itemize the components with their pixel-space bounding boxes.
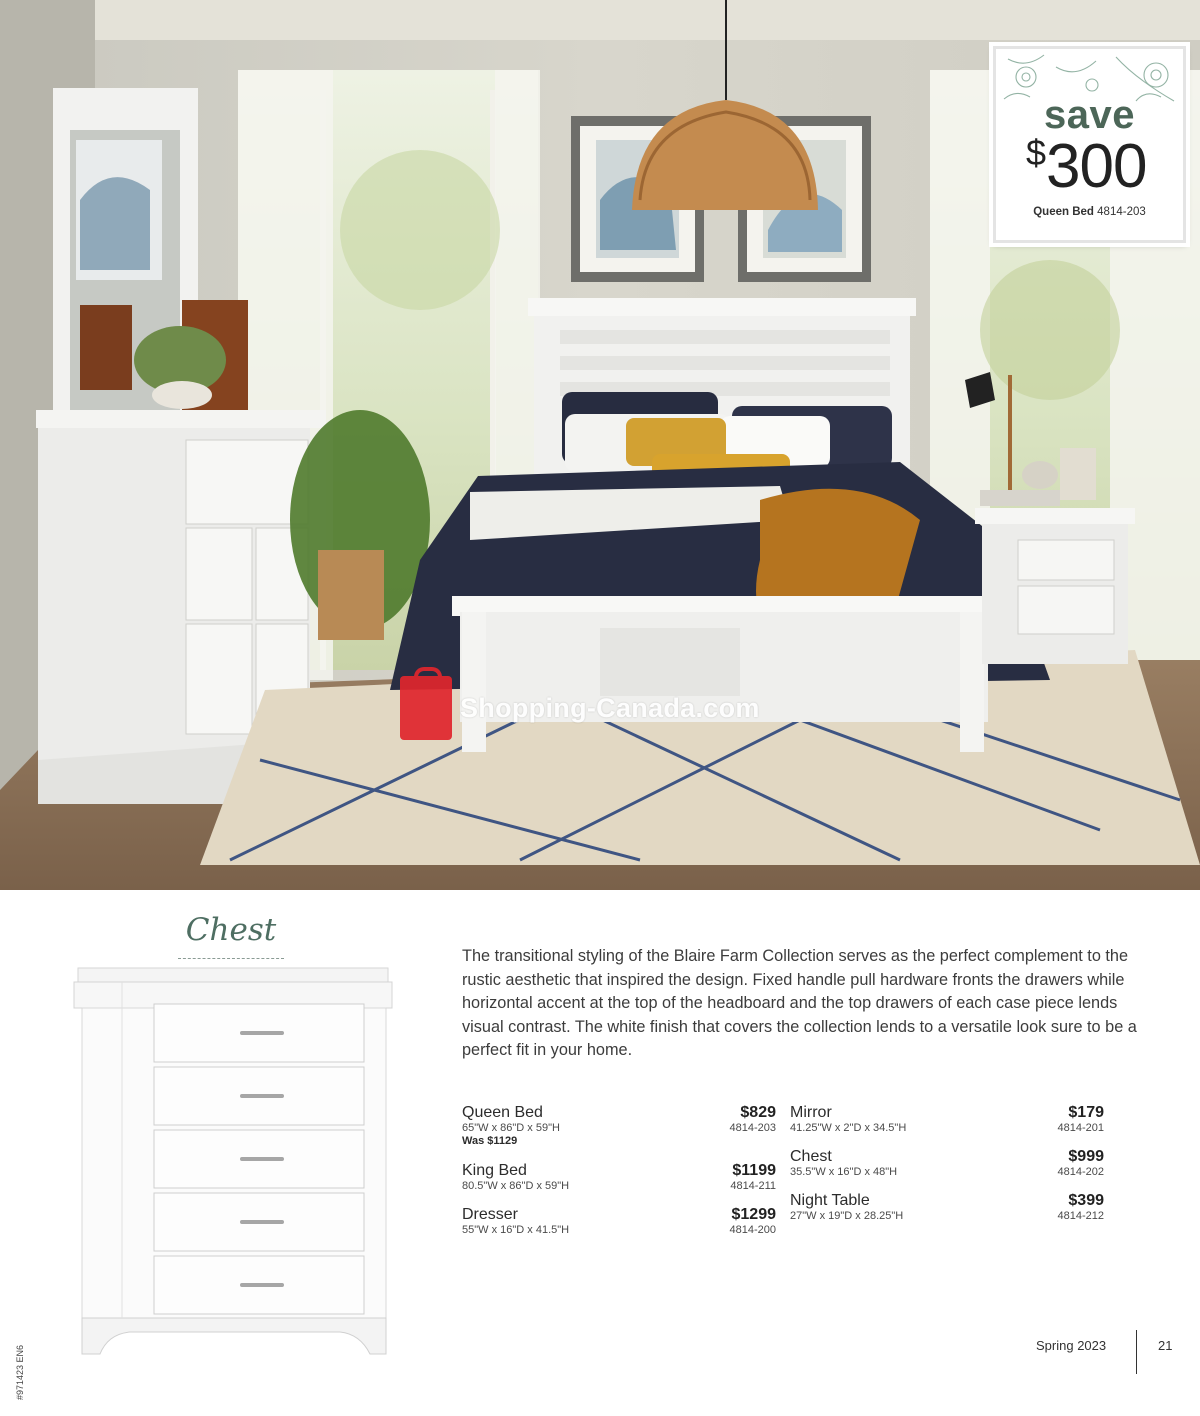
product-name: Night Table <box>790 1192 870 1209</box>
product-price: $1299 <box>731 1206 776 1223</box>
save-product-name: Queen Bed <box>1033 206 1094 218</box>
catalog-code: #971423 EN6 <box>15 1344 25 1400</box>
product-king-bed <box>462 1162 569 1193</box>
product-sku: 4814-212 <box>1057 1210 1104 1222</box>
collection-description: The transitional styling of the Blaire Farm Collection serves as the perfect complement to the rustic aesthetic that inspired the design. Fixed handle pull hardware fronts the drawers while horizontal accent at the top of the headboard and the top drawers of each case piece lends visual contrast. The white finish that covers the collection lends to a versatile look sure to be a perfect fit in your home. <box>462 947 1137 1060</box>
price-queen-bed <box>690 1104 776 1135</box>
product-dimensions: 80.5"W x 86"D x 59"H <box>462 1180 570 1192</box>
product-dresser <box>462 1206 569 1237</box>
product-dimensions: 65"W x 86"D x 59"H <box>462 1122 560 1134</box>
product-sku: 4814-201 <box>1057 1122 1104 1134</box>
price-night-table <box>1018 1192 1104 1223</box>
product-dimensions: 35.5"W x 16"D x 48"H <box>790 1166 898 1178</box>
product-name: Dresser <box>462 1206 519 1223</box>
save-badge <box>993 46 1186 243</box>
price-chest <box>1018 1148 1104 1179</box>
price-dresser <box>690 1206 776 1237</box>
watermark <box>400 676 760 740</box>
product-sku: 4814-200 <box>729 1224 776 1236</box>
product-dimensions: 55"W x 16"D x 41.5"H <box>462 1224 570 1236</box>
save-amount <box>1026 131 1146 202</box>
product-price: $399 <box>1068 1192 1104 1209</box>
watermark-text: Shopping-Canada.com <box>460 692 760 723</box>
product-mirror <box>790 1104 906 1135</box>
product-sku: 4814-211 <box>730 1180 776 1192</box>
chest-product-image <box>60 964 400 1364</box>
product-sku: 4814-203 <box>729 1122 776 1134</box>
save-label: save <box>1044 93 1135 137</box>
footer-season: Spring 2023 <box>1036 1338 1107 1353</box>
footer-divider <box>1136 1330 1137 1374</box>
product-name: Chest <box>790 1148 832 1165</box>
save-product-sku: 4814-203 <box>1097 206 1146 218</box>
product-name: Queen Bed <box>462 1104 543 1121</box>
product-price: $1199 <box>732 1162 776 1179</box>
product-dimensions: 27"W x 19"D x 28.25"H <box>790 1210 904 1222</box>
save-product-caption <box>996 206 1183 218</box>
product-dimensions: 41.25"W x 2"D x 34.5"H <box>790 1122 907 1134</box>
product-was-price: Was $1129 <box>462 1135 518 1147</box>
save-amount-value: 300 <box>1046 132 1147 201</box>
product-queen-bed <box>462 1104 560 1148</box>
product-night-table <box>790 1192 903 1223</box>
chest-heading: Chest <box>185 912 277 948</box>
page-number: 21 <box>1158 1338 1173 1353</box>
price-mirror <box>1018 1104 1104 1135</box>
product-price: $179 <box>1068 1104 1104 1121</box>
price-king-bed <box>690 1162 776 1193</box>
product-name: King Bed <box>462 1162 527 1179</box>
product-sku: 4814-202 <box>1057 1166 1104 1178</box>
product-name: Mirror <box>790 1104 832 1121</box>
currency-symbol: $ <box>1026 132 1046 173</box>
shopping-bag-icon <box>400 676 452 740</box>
product-price: $999 <box>1068 1148 1104 1165</box>
product-chest <box>790 1148 897 1179</box>
product-price: $829 <box>740 1104 776 1121</box>
chest-heading-divider <box>178 958 284 959</box>
